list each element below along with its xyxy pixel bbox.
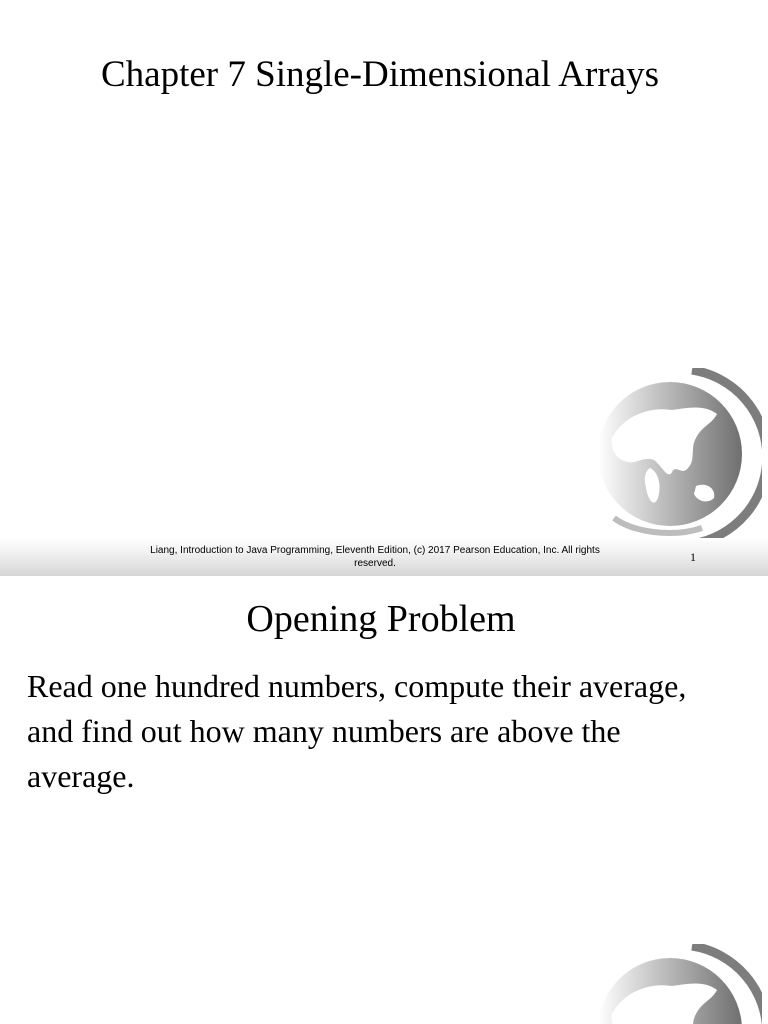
slide-body-text: Read one hundred numbers, compute their average, and find out how many numbers are above the average. [27, 668, 687, 794]
footer-copyright: Liang, Introduction to Java Programming, Eleventh Edition, (c) 2017 Pearson Education, Inc. All rights reserved. [150, 545, 600, 569]
globe-icon [592, 944, 762, 1024]
slide-title: Opening Problem [246, 598, 516, 640]
slide-2 [0, 576, 768, 1024]
slide-title: Chapter 7 Single-Dimensional Arrays [101, 54, 659, 95]
slide-number: 1 [690, 550, 696, 564]
globe-icon [592, 368, 762, 563]
